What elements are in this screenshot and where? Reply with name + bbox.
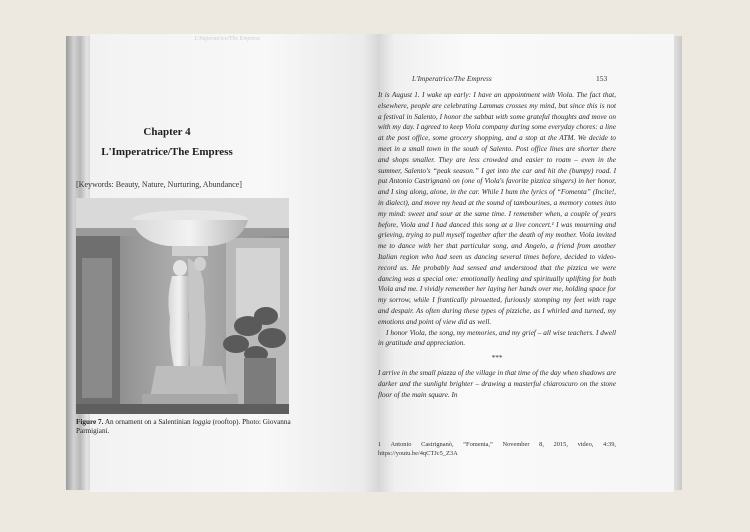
page-number: 153 (596, 74, 608, 83)
section-separator: *** (491, 354, 503, 363)
figure-caption (76, 418, 292, 437)
chapter-number: Chapter 4 (143, 126, 191, 138)
chapter-keywords: [Keywords: Beauty, Nature, Nurturing, Abundance] (76, 180, 242, 189)
running-head: L'Imperatrice/The Empress (412, 74, 492, 83)
figure-photo-statue (76, 198, 289, 414)
body-text (378, 90, 616, 460)
figure-label: Figure 7. (76, 418, 104, 426)
chapter-title: L'Imperatrice/The Empress (101, 146, 233, 158)
caption-text-start: An ornament on a Salentinian (103, 418, 193, 426)
show-through-header: L'Imperatrice/The Empress (194, 36, 260, 42)
paragraph: I honor Viola, the song, my memories, and my grief – all wise teachers. I dwell in gratitude and appreciation. (378, 328, 616, 348)
paragraph: I arrive in the small piazza of the village in that time of the day when shadows are darker and the sunlight brighter – drawing a masterful chiaroscuro on the stone floor of the main square. In (378, 368, 616, 399)
footnote: 1 Antonio Castrignanò, “Fomenta,” November 8, 2015, video, 4:39, https://youtu.be/4qCTJc5_Z3A (378, 441, 616, 457)
caption-italic: loggia (192, 418, 211, 426)
caption-text-end: (rooftop). Photo: Giovanna Parmigiani. (76, 418, 291, 436)
paragraph: It is August 1. I wake up early: I have an appointment with Viola. The fact that, elsewhere, people are celebrating Lammas crosses my mind, but since this is not a festival in Salento, I honor the sabbat with some grateful thoughts and move on with my day. I agreed to keep Viola company during some everyday chores: a line at the post office, some grocery shopping, and a stop at the ATM. We decide to meet in a small town in the south of Salento. Post office lines are shorter there and shops smaller. They are less crowded and easier to roam – even in the summer, Salento's “peak season.” I get into the car and hit the (bumpy) road. I put Antonio Castrignanò on (one of Viola's favorite pizzica singers) in her honor, and I sing along, alone, in the car. While I hum the lyrics of “Fomenta” (Incite!, in dialect), and move my head at the sound of tambourines, a memory comes into my mind: sweet and sour at the same time. I remember when, a couple of years before, Viola and I had danced this song at a live concert.¹ I was mourning and grieving, trying to pull myself together after the death of my mother. Viola invited me to dance with her that particular song, and Angelo, a friend from another Italian region who had seen us dancing several times before, decided to video-record us. He probably had sensed and understood that the pizzica we were dancing was a special one: emotionally healing and spiritually uplifting for both Viola and me. I vividly remember her laying her hands over me, holding space for my sorrow, while I frantically pirouetted, furiously stomping my feet with rage and despair. As often during these types of pizziche, as I whirled and turned, my emotions and point of view did as well. (378, 91, 616, 326)
